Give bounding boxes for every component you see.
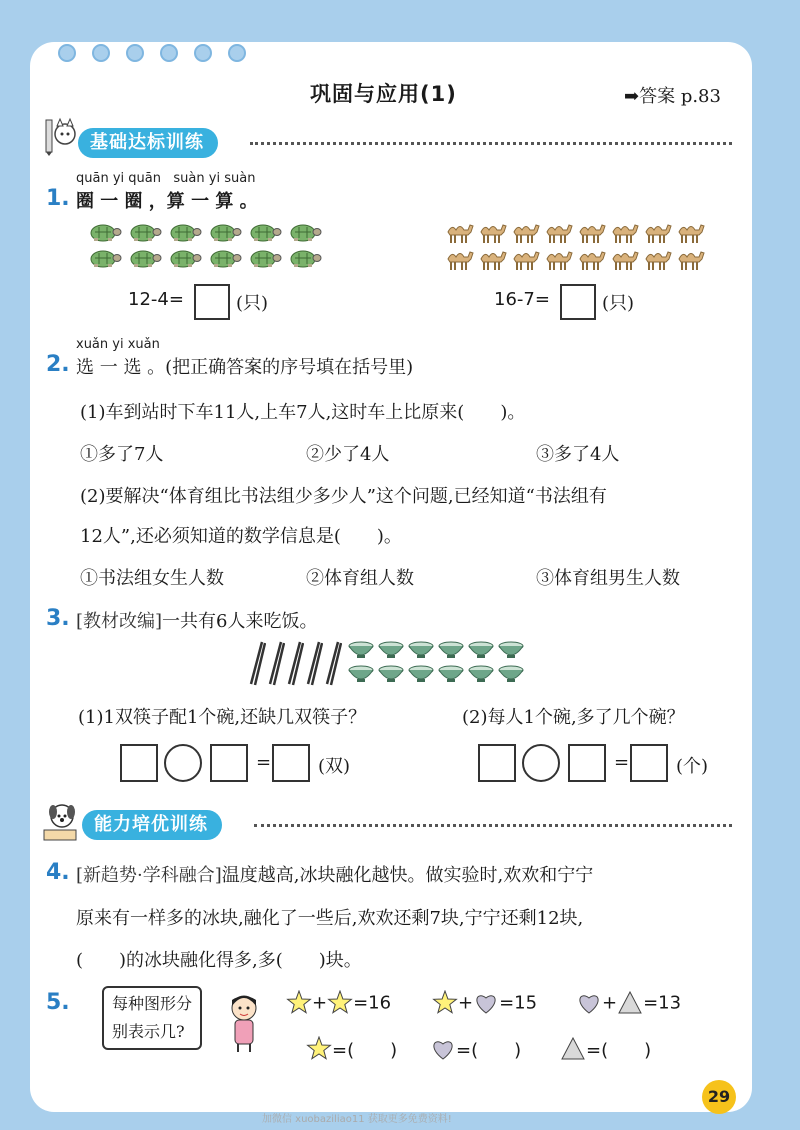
q4-tag: [新趋势·学科融合] (76, 865, 222, 886)
bowls-group (348, 640, 538, 690)
turtle-icon (248, 220, 282, 242)
q2-sub1-stem: (1)车到站时下车11人,上车7人,这时车上比原来( )。 (80, 402, 526, 423)
bowl-icon (498, 664, 524, 684)
answer-box[interactable] (568, 744, 606, 782)
dotted-divider (250, 142, 732, 145)
q3-sub2: (2)每人1个碗,多了几个碗？ (462, 707, 685, 728)
bowl-icon (498, 640, 524, 660)
equals-sign: = (614, 752, 630, 773)
q2-sub2-stem-line2: 12人”,还必须知道的数学信息是( )。 (80, 526, 402, 547)
answer-blank: =( ) (586, 1040, 652, 1061)
q5-answers (306, 1036, 706, 1066)
camel-icon (510, 220, 540, 244)
unit-label: (只) (602, 293, 635, 314)
q5-equation (432, 990, 537, 1016)
plus-sign: + (312, 992, 328, 1014)
turtle-icon (168, 220, 202, 242)
q1-pinyin: quān yi quān suàn yi suàn (76, 171, 256, 186)
chopsticks-group (248, 640, 338, 686)
section-advanced-training: 能力培优训练 (82, 810, 222, 840)
turtle-icon (288, 220, 322, 242)
option[interactable]: ①书法组女生人数 (80, 568, 224, 589)
camel-icon (576, 220, 606, 244)
unit-label: (个) (676, 756, 709, 777)
camel-icon (444, 247, 474, 271)
turtle-icon (288, 246, 322, 268)
bowl-icon (468, 640, 494, 660)
chopsticks-icon (248, 640, 266, 686)
bowl-icon (408, 640, 434, 660)
camel-icon (543, 247, 573, 271)
answer-blank: =( ) (332, 1040, 398, 1061)
camel-icon (477, 220, 507, 244)
turtle-icon (88, 220, 122, 242)
turtle-icon (208, 246, 242, 268)
camel-icon (642, 220, 672, 244)
binder-ring (228, 44, 246, 62)
camel-icon (642, 247, 672, 271)
chopsticks-icon (286, 640, 304, 686)
q5-equation (430, 1036, 521, 1062)
bowl-icon (438, 664, 464, 684)
question-number: 5. (46, 990, 70, 1015)
camel-icon (675, 247, 705, 271)
callout-line: 每种图形分 (112, 994, 193, 1013)
plus-sign: + (602, 992, 618, 1014)
option[interactable]: ③多了4人 (536, 444, 620, 465)
answer-box[interactable] (478, 744, 516, 782)
binder-ring (58, 44, 76, 62)
equals-sign: = (256, 752, 272, 773)
camel-icon (510, 247, 540, 271)
turtle-icon (208, 220, 242, 242)
plus-sign: + (458, 992, 474, 1014)
q5-equation (576, 990, 681, 1016)
operator-circle[interactable] (164, 744, 202, 782)
equation-result: =13 (643, 992, 682, 1014)
heart-icon (430, 1036, 456, 1062)
answer-box[interactable] (210, 744, 248, 782)
q1-left-expression: 12-4= (128, 289, 184, 310)
answer-box[interactable] (560, 284, 596, 320)
question-number: 1. (46, 186, 70, 211)
page-title: 巩固与应用(1) (310, 82, 457, 106)
q3-text (76, 607, 318, 633)
chopsticks-icon (324, 640, 342, 686)
camel-icon (609, 247, 639, 271)
camel-icon (477, 247, 507, 271)
binder-ring (126, 44, 144, 62)
heart-icon (473, 990, 499, 1016)
unit-label: (双) (318, 756, 351, 777)
triangle-icon (617, 990, 643, 1016)
bowl-icon (468, 664, 494, 684)
heart-icon (576, 990, 602, 1016)
equation-result: =16 (353, 992, 392, 1014)
q5-equation (560, 1036, 651, 1062)
binder-ring (160, 44, 178, 62)
girl-icon (226, 992, 262, 1054)
dog-student-icon (40, 800, 82, 844)
camel-group[interactable] (444, 220, 714, 272)
q2-pinyin: xuǎn yi xuǎn (76, 337, 160, 352)
chopsticks-icon (267, 640, 285, 686)
q5-equation (286, 990, 391, 1016)
q1-instruction: 圈 一 圈 ，算 一 算 。 (76, 191, 258, 212)
answer-reference-text: 答案 p.83 (639, 86, 721, 107)
bowl-icon (378, 664, 404, 684)
binder-ring (194, 44, 212, 62)
camel-icon (609, 220, 639, 244)
chopsticks-icon (305, 640, 323, 686)
operator-circle[interactable] (522, 744, 560, 782)
bowl-icon (348, 640, 374, 660)
equation-result: =15 (499, 992, 538, 1014)
unit-label: (只) (236, 293, 269, 314)
q4-line3: ( )的冰块融化得多,多( )块。 (76, 950, 362, 971)
footer-note: 加微信 xuobaziliao11 获取更多免费资料! (262, 1114, 452, 1125)
bowl-icon (408, 664, 434, 684)
bowl-icon (378, 640, 404, 660)
q3-stem: 一共有6人来吃饭。 (162, 611, 318, 632)
q4-line2: 原来有一样多的冰块,融化了一些后,欢欢还剩7块,宁宁还剩12块, (76, 908, 584, 929)
callout-box (102, 986, 202, 1050)
turtle-group[interactable] (88, 220, 328, 272)
q2-sub2-stem-line1: (2)要解决“体育组比书法组少多少人”这个问题,已经知道“书法组有 (80, 486, 607, 507)
q4-line1 (76, 861, 593, 887)
camel-icon (576, 247, 606, 271)
answer-reference[interactable] (624, 82, 721, 108)
q5-equation (306, 1036, 397, 1062)
bowl-icon (438, 640, 464, 660)
answer-box[interactable] (194, 284, 230, 320)
turtle-icon (128, 246, 162, 268)
star-icon (306, 1036, 332, 1062)
turtle-icon (88, 246, 122, 268)
q3-sub1: (1)1双筷子配1个碗,还缺几双筷子？ (78, 707, 367, 728)
option[interactable]: ②少了4人 (306, 444, 390, 465)
triangle-icon (560, 1036, 586, 1062)
star-icon (432, 990, 458, 1016)
camel-icon (444, 220, 474, 244)
pencil-cat-icon (44, 116, 78, 156)
option[interactable]: ②体育组人数 (306, 568, 414, 589)
q1-right-expression: 16-7= (494, 289, 550, 310)
q3-tag: [教材改编] (76, 611, 163, 632)
camel-icon (675, 220, 705, 244)
answer-box[interactable] (120, 744, 158, 782)
question-number: 2. (46, 352, 70, 377)
arrow-right-icon: ➡ (624, 86, 640, 107)
answer-box[interactable] (630, 744, 668, 782)
turtle-icon (128, 220, 162, 242)
question-number: 4. (46, 860, 70, 885)
turtle-icon (248, 246, 282, 268)
q4-line1-text: 温度越高,冰块融化越快。做实验时,欢欢和宁宁 (221, 865, 594, 886)
dotted-divider (254, 824, 732, 827)
option[interactable]: ③体育组男生人数 (536, 568, 680, 589)
star-icon (286, 990, 312, 1016)
answer-box[interactable] (272, 744, 310, 782)
q2-instruction: 选 一 选 。(把正确答案的序号填在括号里) (76, 357, 414, 378)
page-number: 29 (702, 1080, 736, 1114)
q5-equations (286, 990, 706, 1020)
answer-blank: =( ) (456, 1040, 522, 1061)
option[interactable]: ①多了7人 (80, 444, 164, 465)
camel-icon (543, 220, 573, 244)
star-icon (327, 990, 353, 1016)
question-number: 3. (46, 606, 70, 631)
bowl-icon (348, 664, 374, 684)
section-basic-training: 基础达标训练 (78, 128, 218, 158)
callout-line: 别表示几? (112, 1022, 185, 1041)
turtle-icon (168, 246, 202, 268)
binder-ring (92, 44, 110, 62)
